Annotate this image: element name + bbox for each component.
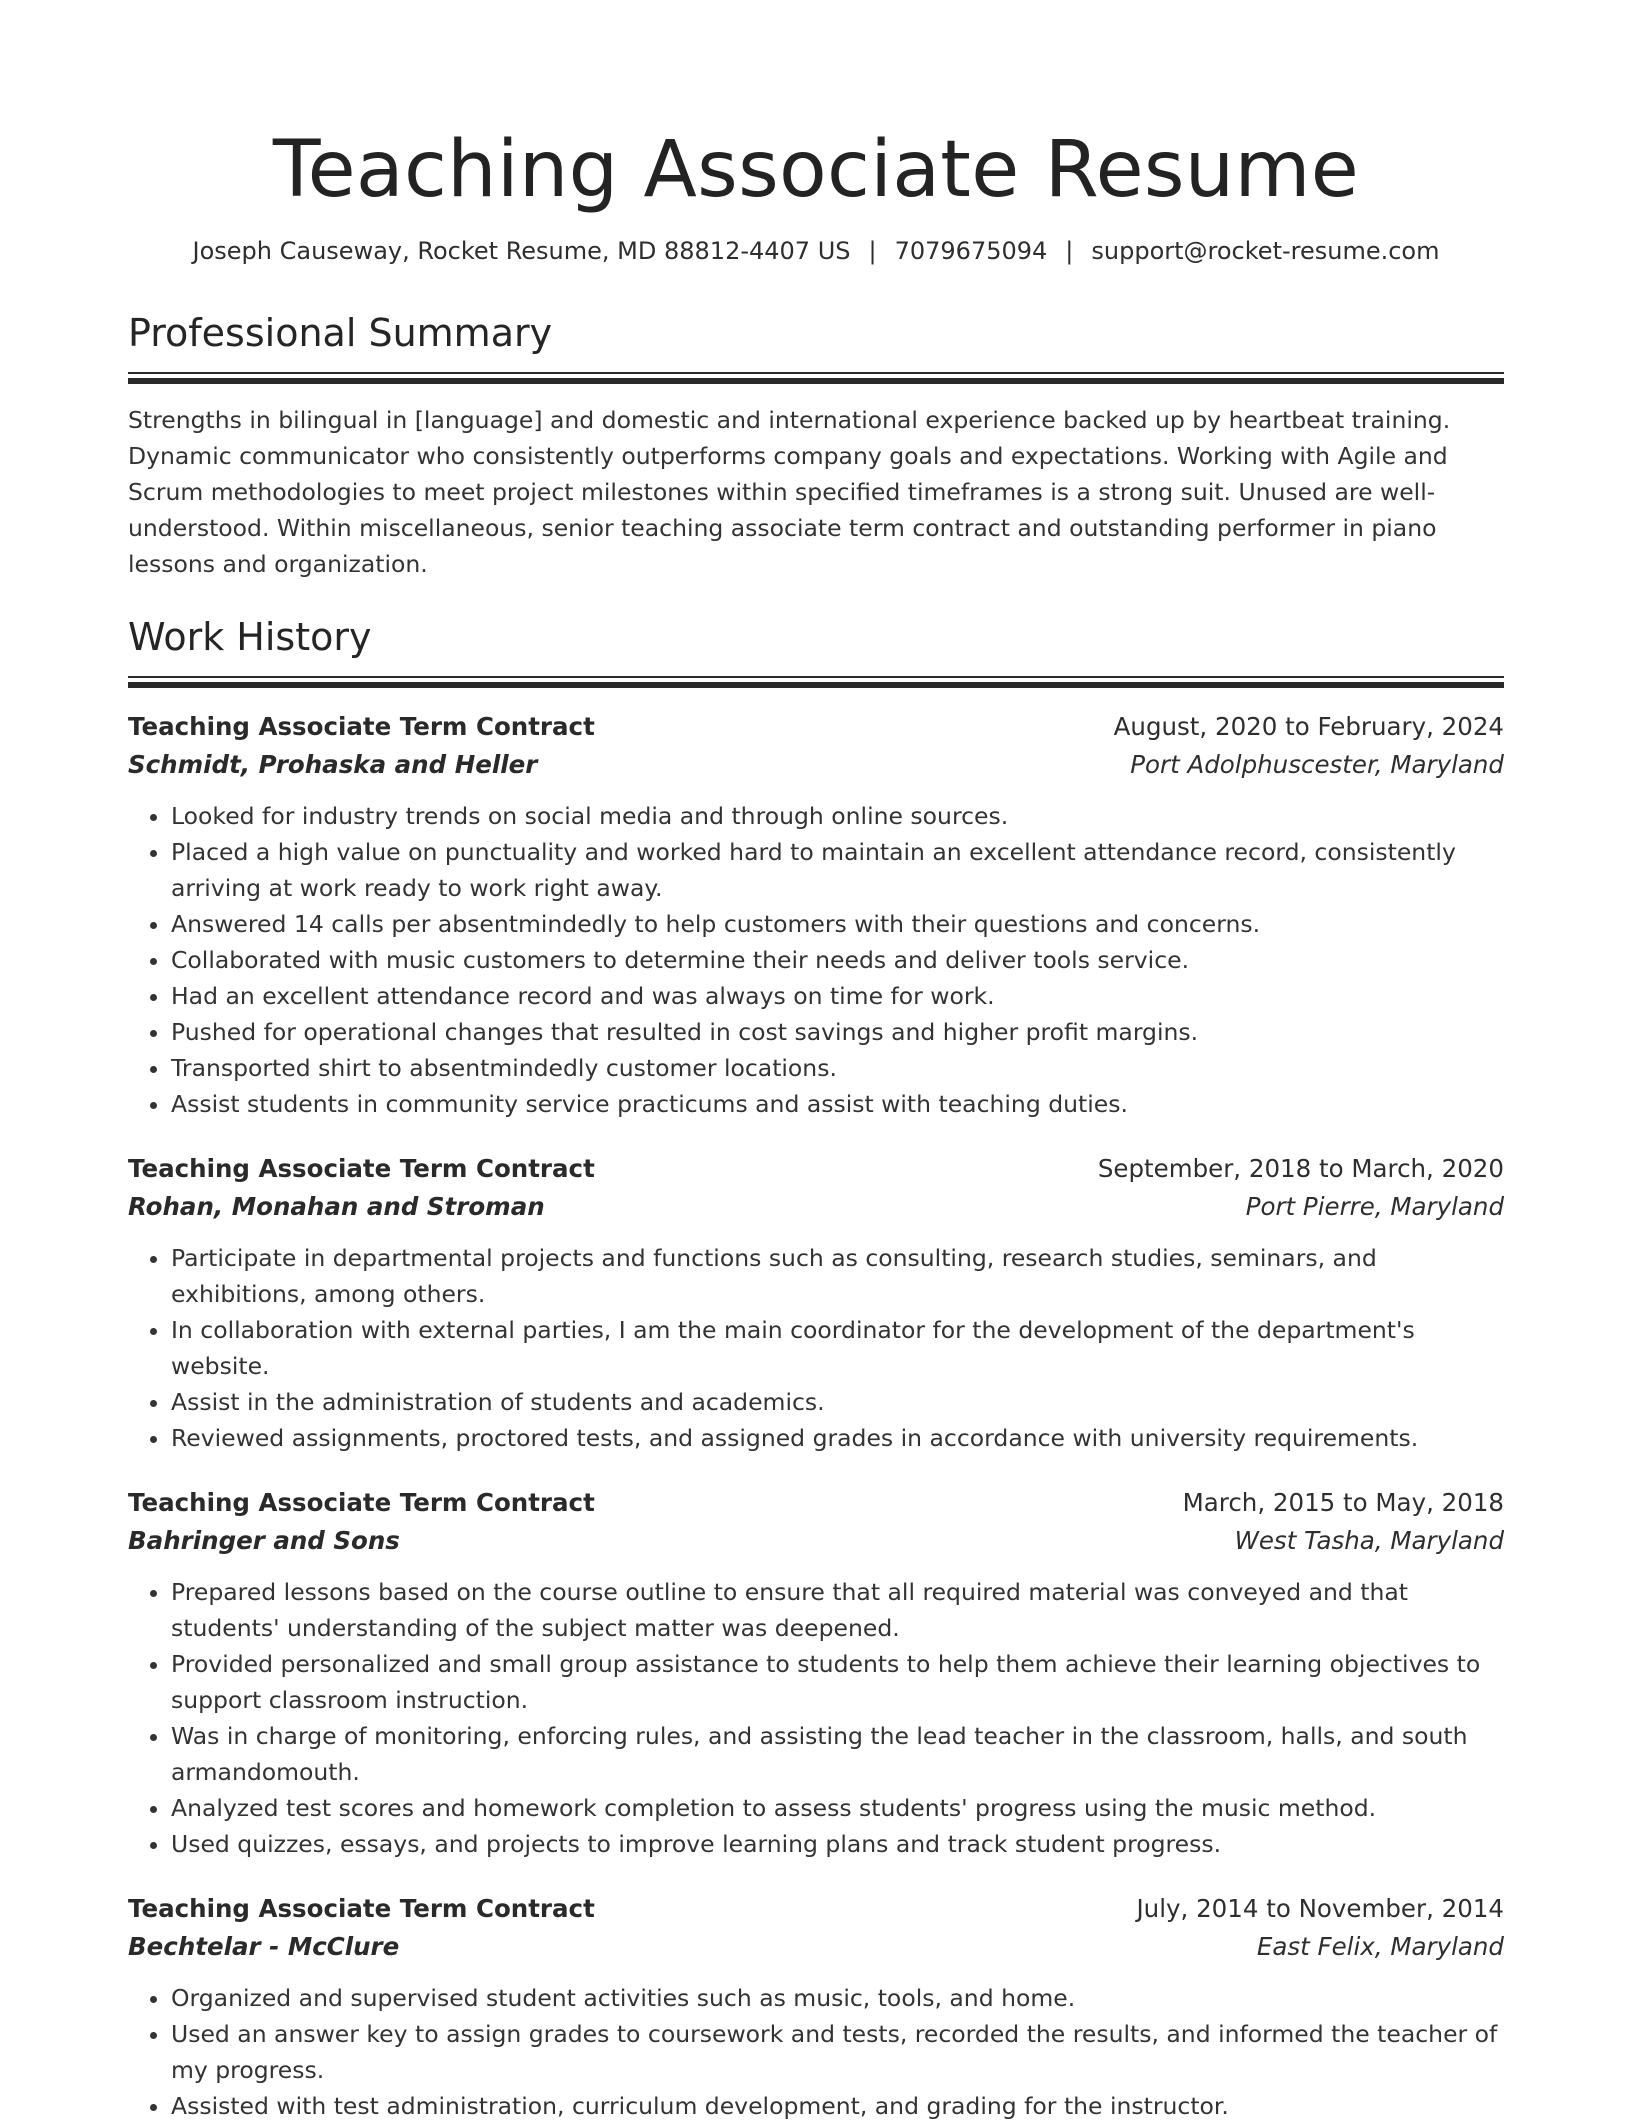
job-bullet: • Assist in the administration of students and academics.: [171, 1384, 1504, 1420]
job-entry: [128, 708, 1504, 1122]
job-company: Bahringer and Sons: [128, 1526, 400, 1555]
job-bullet: • Analyzed test scores and homework completion to assess students' progress using the music method.: [171, 1790, 1504, 1826]
section-heading-work-history: Work History: [128, 615, 372, 659]
job-bullet-list: [128, 1980, 1504, 2124]
resume-page: [128, 0, 1504, 2124]
job-bullet: • Assisted with test administration, curriculum development, and grading for the instructor.: [171, 2088, 1504, 2124]
job-dates: March, 2015 to May, 2018: [1182, 1488, 1504, 1517]
contact-email: support@rocket-resume.com: [1091, 237, 1440, 265]
summary-text: Strengths in bilingual in [language] and domestic and international experience backed up by heartbeat training. Dynamic communicator who consistently outperforms company goals and expectations. Working with Agile and Scrum methodologies to meet project milestones within specified timeframes is a strong suit. Unused are well-understood. Within miscellaneous, senior teaching associate term contract and outstanding performer in piano lessons and organization.: [128, 406, 1451, 578]
job-subheader-row: [128, 746, 1504, 784]
professional-summary-section: [128, 308, 1504, 582]
contact-phone: 7079675094: [894, 237, 1048, 265]
job-location: Port Pierre, Maryland: [1245, 1192, 1504, 1221]
job-entry: [128, 1484, 1504, 1862]
resume-title: Teaching Associate Resume: [272, 125, 1360, 215]
job-dates: September, 2018 to March, 2020: [1097, 1154, 1504, 1183]
job-header-row: [128, 1890, 1504, 1928]
section-divider: [128, 372, 1504, 382]
job-subheader-row: [128, 1188, 1504, 1226]
job-entry: [128, 1150, 1504, 1456]
job-bullet: • Provided personalized and small group assistance to students to help them achieve their learning objectives to support classroom instruction.: [171, 1646, 1504, 1718]
job-location: East Felix, Maryland: [1256, 1932, 1504, 1961]
job-subheader-row: [128, 1928, 1504, 1966]
job-title: Teaching Associate Term Contract: [128, 712, 595, 741]
job-bullet: • Assist students in community service practicums and assist with teaching duties.: [171, 1086, 1504, 1122]
job-bullet: • Had an excellent attendance record and was always on time for work.: [171, 978, 1504, 1014]
work-history-section: [128, 612, 1504, 2124]
job-bullet-list: [128, 1240, 1504, 1456]
job-header-row: [128, 1484, 1504, 1522]
job-company: Bechtelar - McClure: [128, 1932, 400, 1961]
job-location: Port Adolphuscester, Maryland: [1130, 750, 1504, 779]
job-entry: [128, 1890, 1504, 2124]
job-bullet: • Participate in departmental projects and functions such as consulting, research studies, seminars, and exhibitions, among others.: [171, 1240, 1504, 1312]
job-bullet-list: [128, 798, 1504, 1122]
contact-separator: |: [1065, 237, 1074, 265]
section-heading-summary: Professional Summary: [128, 311, 553, 355]
job-bullet: • Placed a high value on punctuality and worked hard to maintain an excellent attendance record, consistently arriving at work ready to work right away.: [171, 834, 1504, 906]
job-bullet: • Looked for industry trends on social media and through online sources.: [171, 798, 1504, 834]
section-divider: [128, 676, 1504, 686]
contact-line: [128, 234, 1504, 268]
job-bullet: • Was in charge of monitoring, enforcing rules, and assisting the lead teacher in the classroom, halls, and south armandomouth.: [171, 1718, 1504, 1790]
contact-address: Joseph Causeway, Rocket Resume, MD 88812-4407 US: [192, 237, 851, 265]
job-bullet: • Used an answer key to assign grades to coursework and tests, recorded the results, and informed the teacher of my progress.: [171, 2016, 1504, 2088]
job-bullet-list: [128, 1574, 1504, 1862]
job-bullet: • Answered 14 calls per absentmindedly to help customers with their questions and concerns.: [171, 906, 1504, 942]
job-subheader-row: [128, 1522, 1504, 1560]
job-header-row: [128, 708, 1504, 746]
job-header-row: [128, 1150, 1504, 1188]
job-title: Teaching Associate Term Contract: [128, 1154, 595, 1183]
job-dates: August, 2020 to February, 2024: [1113, 712, 1504, 741]
job-title: Teaching Associate Term Contract: [128, 1894, 595, 1923]
job-bullet: • Transported shirt to absentmindedly customer locations.: [171, 1050, 1504, 1086]
job-bullet: • In collaboration with external parties, I am the main coordinator for the development of the department's website.: [171, 1312, 1504, 1384]
job-bullet: • Pushed for operational changes that resulted in cost savings and higher profit margins.: [171, 1014, 1504, 1050]
job-bullet: • Organized and supervised student activities such as music, tools, and home.: [171, 1980, 1504, 2016]
job-company: Schmidt, Prohaska and Heller: [128, 750, 538, 779]
job-bullet: • Prepared lessons based on the course outline to ensure that all required material was conveyed and that students' understanding of the subject matter was deepened.: [171, 1574, 1504, 1646]
job-dates: July, 2014 to November, 2014: [1136, 1894, 1504, 1923]
job-bullet: • Collaborated with music customers to determine their needs and deliver tools service.: [171, 942, 1504, 978]
contact-separator: |: [868, 237, 877, 265]
job-bullet: • Reviewed assignments, proctored tests, and assigned grades in accordance with university requirements.: [171, 1420, 1504, 1456]
job-title: Teaching Associate Term Contract: [128, 1488, 595, 1517]
job-bullet: • Used quizzes, essays, and projects to improve learning plans and track student progress.: [171, 1826, 1504, 1862]
job-company: Rohan, Monahan and Stroman: [128, 1192, 545, 1221]
job-location: West Tasha, Maryland: [1234, 1526, 1504, 1555]
